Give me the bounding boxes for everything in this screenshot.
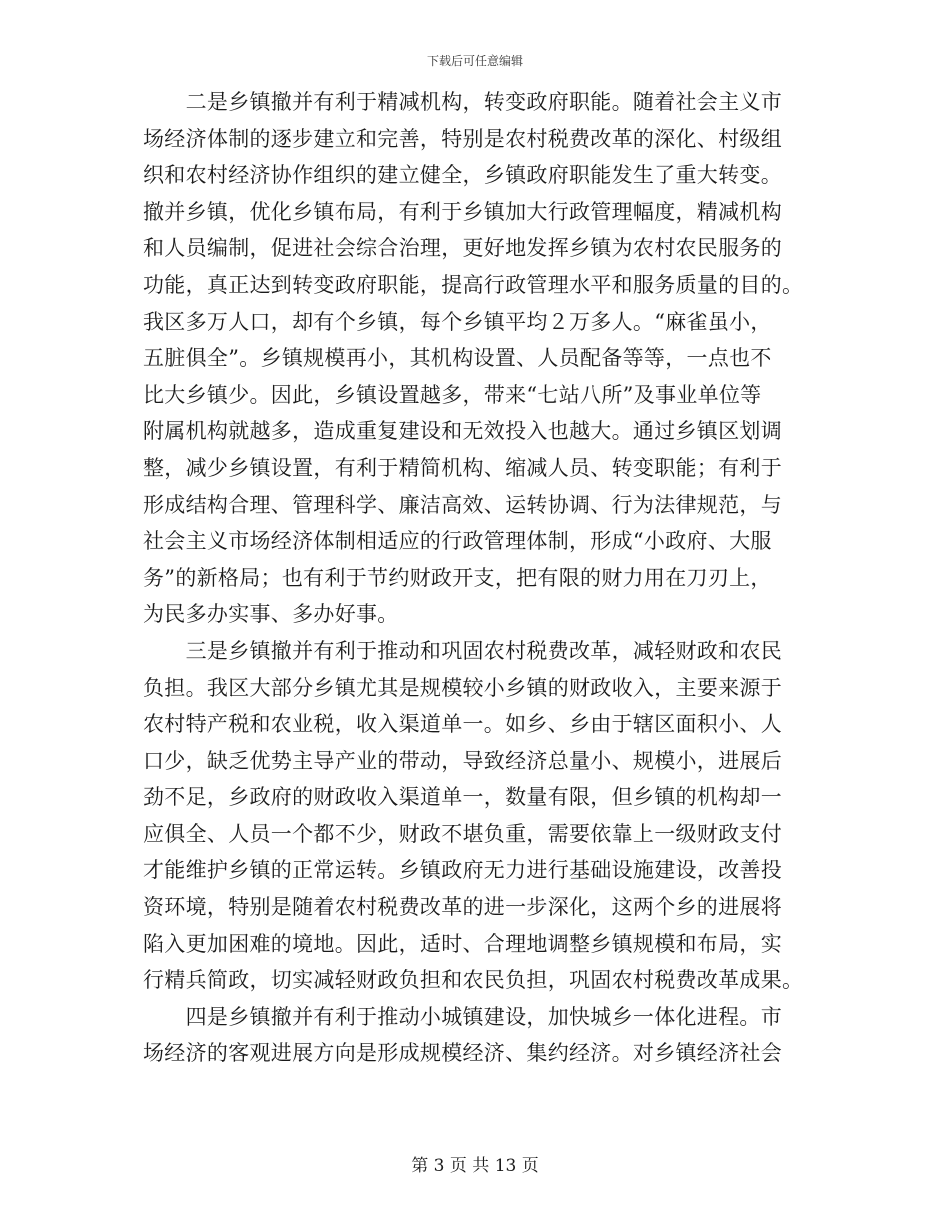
text-line: 织和农村经济协作组织的建立健全，乡镇政府职能发生了重大转变。: [143, 163, 782, 188]
page-number: 第 3 页 共 13 页: [411, 1156, 539, 1176]
text-line: 我区多万人口，却有个乡镇，每个乡镇平均２万多人。“麻雀虽小，: [143, 309, 772, 334]
text-line: 社会主义市场经济体制相适应的行政管理体制，形成“小政府、大服: [143, 529, 772, 554]
text-line: 形成结构合理、管理科学、廉洁高效、运转协调、行为法律规范，与: [143, 492, 782, 517]
text-line: 为民多办实事、多办好事。: [143, 602, 399, 627]
text-line: 三是乡镇撤并有利于推动和巩固农村税费改革，减轻财政和农民: [143, 638, 782, 663]
text-line: 功能，真正达到转变政府职能，提高行政管理水平和服务质量的目的。: [143, 272, 804, 297]
text-line: 撤并乡镇，优化乡镇布局，有利于乡镇加大行政管理幅度，精减机构: [143, 199, 782, 224]
text-line: 负担。我区大部分乡镇尤其是规模较小乡镇的财政收入，主要来源于: [143, 675, 782, 700]
document-body: [143, 84, 810, 1072]
text-line: 才能维护乡镇的正常运转。乡镇政府无力进行基础设施建设，改善投: [143, 858, 782, 883]
text-line: 劲不足，乡政府的财政收入渠道单一，数量有限，但乡镇的机构却一: [143, 785, 782, 810]
text-line: 应俱全、人员一个都不少，财政不堪负重，需要依靠上一级财政支付: [143, 821, 782, 846]
text-line: 农村特产税和农业税，收入渠道单一。如乡、乡由于辖区面积小、人: [143, 712, 782, 737]
text-line: 口少，缺乏优势主导产业的带动，导致经济总量小、规模小，进展后: [143, 748, 782, 773]
text-line: 整，减少乡镇设置，有利于精简机构、缩减人员、转变职能；有利于: [143, 455, 782, 480]
text-line: 五脏俱全”。乡镇规模再小，其机构设置、人员配备等等，一点也不: [143, 346, 772, 371]
text-line: 比大乡镇少。因此，乡镇设置越多，带来“七站八所”及事业单位等: [143, 382, 762, 407]
text-line: 资环境，特别是随着农村税费改革的进一步深化，这两个乡的进展将: [143, 895, 782, 920]
text-line: 场经济的客观进展方向是形成规模经济、集约经济。对乡镇经济社会: [143, 1041, 782, 1066]
text-line: 附属机构就越多，造成重复建设和无效投入也越大。通过乡镇区划调: [143, 419, 782, 444]
text-line: 场经济体制的逐步建立和完善，特别是农村税费改革的深化、村级组: [143, 126, 782, 151]
text-line: 陷入更加困难的境地。因此，适时、合理地调整乡镇规模和布局，实: [143, 931, 782, 956]
text-line: 四是乡镇撤并有利于推动小城镇建设，加快城乡一体化进程。市: [143, 1004, 782, 1029]
text-line: 务”的新格局；也有利于节约财政开支，把有限的财力用在刀刃上，: [143, 565, 772, 590]
text-line: 二是乡镇撤并有利于精减机构，转变政府职能。随着社会主义市: [143, 90, 782, 114]
text-line: 行精兵简政，切实减轻财政负担和农民负担，巩固农村税费改革成果。: [143, 968, 804, 993]
text-line: 和人员编制，促进社会综合治理，更好地发挥乡镇为农村农民服务的: [143, 236, 782, 261]
page-header: 下载后可任意编辑: [426, 54, 523, 68]
